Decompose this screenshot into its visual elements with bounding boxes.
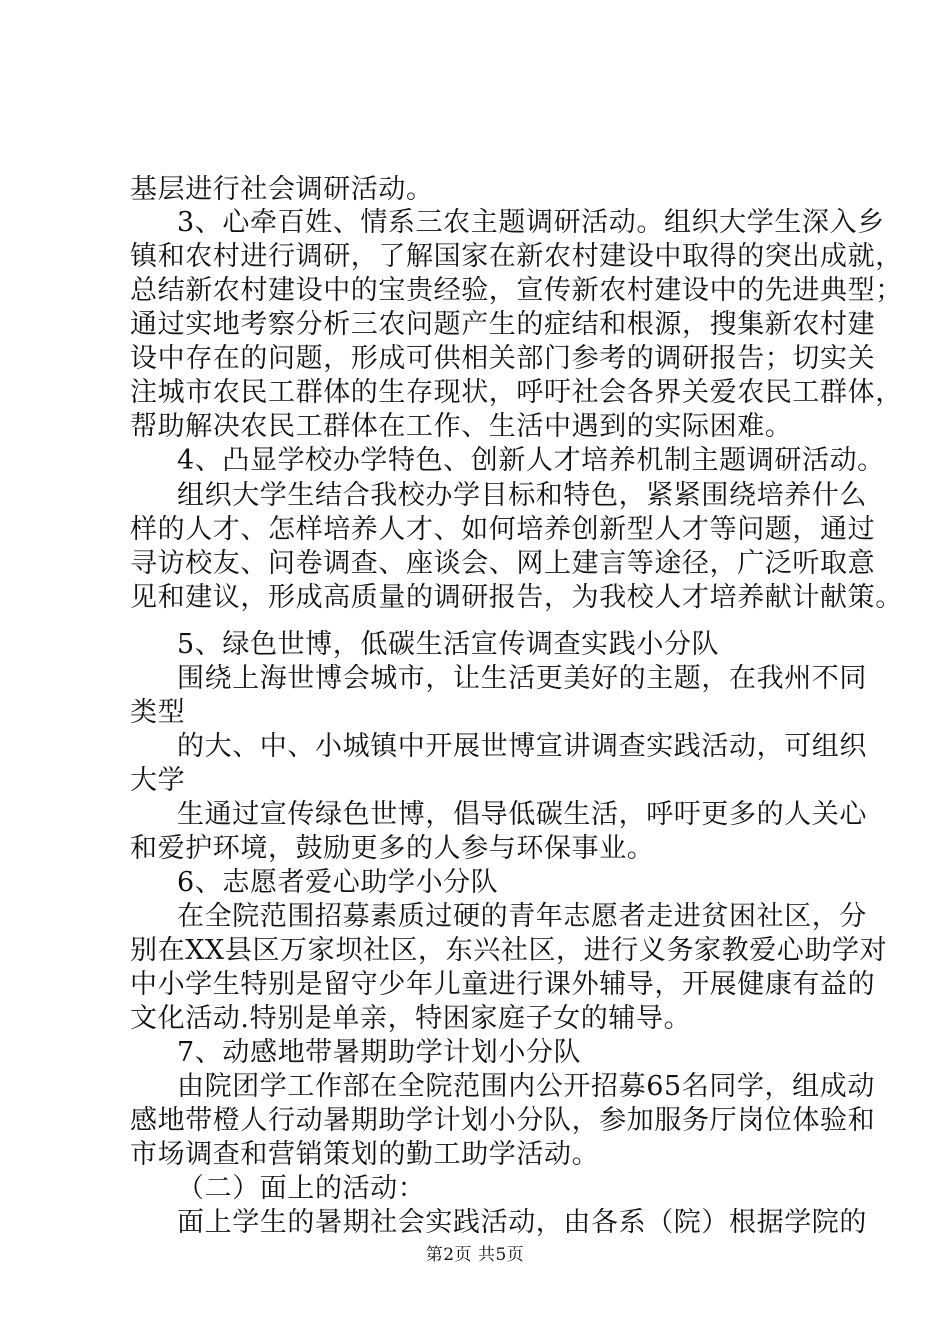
text-line: 由院团学工作部在全院范围内公开招募65名同学，组成动 bbox=[177, 1071, 875, 1102]
text-line: 的大、中、小城镇中开展世博宣讲调查实践活动，可组织 bbox=[177, 731, 867, 762]
text-line: 和爱护环境，鼓励更多的人参与环保事业。 bbox=[130, 833, 655, 864]
text-line: 通过实地考察分析三农问题产生的症结和根源，搜集新农村建 bbox=[130, 309, 876, 340]
text-line: 基层进行社会调研活动。 bbox=[130, 174, 434, 205]
text-line: 文化活动.特别是单亲，特困家庭子女的辅导。 bbox=[130, 1003, 692, 1034]
text-line: 5、绿色世博，低碳生活宣传调查实践小分队 bbox=[177, 629, 720, 660]
text-line: 围绕上海世博会城市，让生活更美好的主题，在我州不同 bbox=[177, 663, 867, 694]
page-number-footer: 第2页 共5页 bbox=[425, 1245, 525, 1265]
text-line: 帮助解决农民工群体在工作、生活中遇到的实际困难。 bbox=[130, 411, 793, 442]
text-line: 在全院范围招募素质过硬的青年志愿者走进贫困社区，分 bbox=[177, 901, 867, 932]
text-line: 总结新农村建设中的宝贵经验，宣传新农村建设中的先进典型； bbox=[130, 275, 903, 306]
text-line: 别在XX县区万家坝社区，东兴社区，进行义务家教爱心助学对 bbox=[130, 935, 888, 966]
text-line: 中小学生特别是留守少年儿童进行课外辅导，开展健康有益的 bbox=[130, 969, 876, 1000]
text-line: 感地带橙人行动暑期助学计划小分队，参加服务厅岗位体验和 bbox=[130, 1105, 876, 1136]
text-line: 见和建议，形成高质量的调研报告，为我校人才培养献计献策。 bbox=[130, 582, 903, 613]
text-line: 寻访校友、问卷调查、座谈会、网上建言等途径，广泛听取意 bbox=[130, 548, 876, 579]
text-line: 组织大学生结合我校办学目标和特色，紧紧围绕培养什么 bbox=[177, 480, 867, 511]
text-line: 样的人才、怎样培养人才、如何培养创新型人才等问题，通过 bbox=[130, 514, 876, 545]
text-line: （二）面上的活动： bbox=[177, 1173, 426, 1204]
text-line: 类型 bbox=[130, 697, 186, 728]
text-line: 4、凸显学校办学特色、创新人才培养机制主题调研活动。 bbox=[177, 445, 885, 476]
text-line: 生通过宣传绿色世博，倡导低碳生活，呼吁更多的人关心 bbox=[177, 799, 867, 830]
text-line: 7、动感地带暑期助学计划小分队 bbox=[177, 1037, 582, 1068]
text-line: 市场调查和营销策划的勤工助学活动。 bbox=[130, 1139, 600, 1170]
text-line: 3、心牵百姓、情系三农主题调研活动。组织大学生深入乡 bbox=[177, 207, 885, 238]
text-line: 设中存在的问题，形成可供相关部门参考的调研报告；切实关 bbox=[130, 343, 876, 374]
text-line: 镇和农村进行调研，了解国家在新农村建设中取得的突出成就， bbox=[130, 241, 903, 272]
text-line: 大学 bbox=[130, 765, 186, 796]
text-line: 注城市农民工群体的生存现状，呼吁社会各界关爱农民工群体， bbox=[130, 377, 903, 408]
text-line: 6、志愿者爱心助学小分队 bbox=[177, 867, 499, 898]
text-line: 面上学生的暑期社会实践活动，由各系（院）根据学院的 bbox=[177, 1207, 867, 1238]
